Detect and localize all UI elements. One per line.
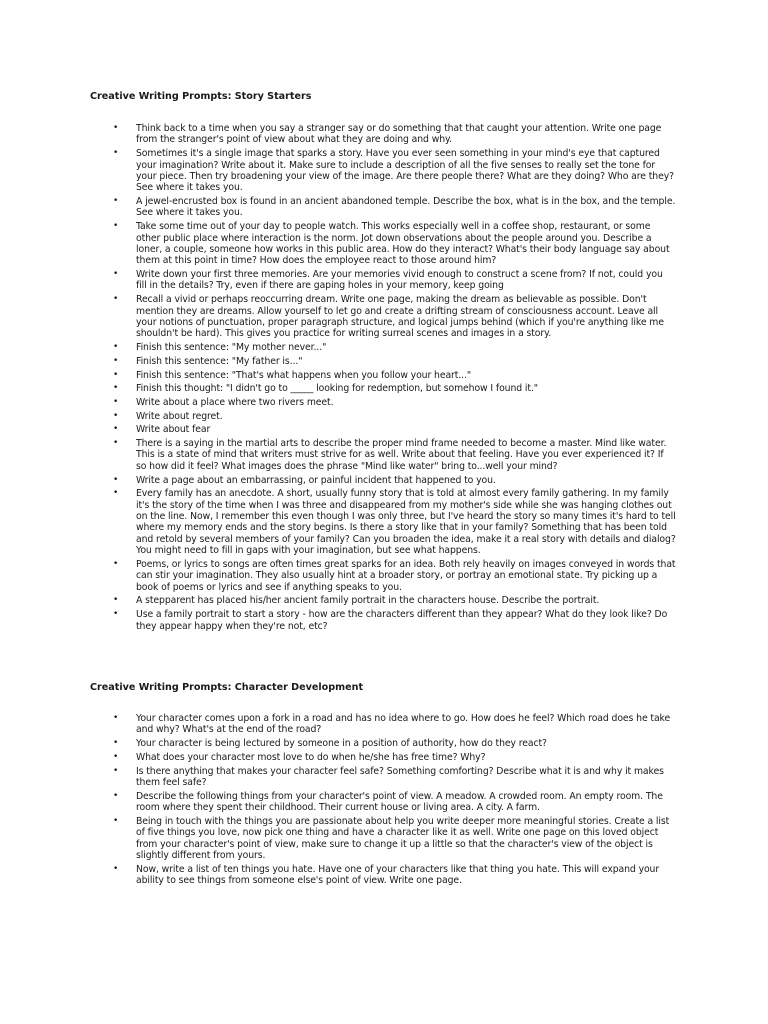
- list-item: [0, 766, 676, 789]
- list-item-text: Think back to a time when you say a stranger say or do something that that caught your attention. Write one page from the stranger's point of view about what they are doing and why.: [136, 123, 662, 146]
- bullet-icon: •: [113, 751, 119, 762]
- list-item: [0, 123, 676, 146]
- bullet-icon: •: [113, 383, 119, 394]
- list-item-text: Finish this sentence: "My mother never...": [136, 342, 327, 354]
- list-item: [0, 196, 676, 219]
- bullet-icon: •: [113, 790, 119, 801]
- list-item-text: Finish this sentence: "My father is...": [136, 355, 303, 367]
- bullet-icon: •: [113, 765, 119, 776]
- bullet-icon: •: [113, 396, 119, 407]
- bullet-icon: •: [113, 221, 119, 232]
- bullet-icon: •: [113, 474, 119, 485]
- list-item-text: Write a page about an embarrassing, or painful incident that happened to you.: [136, 474, 496, 486]
- list-item: [0, 411, 676, 422]
- list-item-text: Being in touch with the things you are passionate about help you write deeper more meaningful stories. Create a list of five things you love, now pick one thing and have a character like it as well. Write one page on this loved object from your character's point of view, make sure to change it up a little so that the character's view of the object is slightly different from yours.: [136, 815, 670, 861]
- bullet-icon: •: [113, 123, 119, 133]
- bullet-icon: •: [113, 488, 119, 499]
- bullet-icon: •: [113, 294, 119, 305]
- list-item: [0, 383, 676, 394]
- list-item-text: Is there anything that makes your character feel safe? Something comforting? Describe what it is and why it makes them feel safe?: [136, 765, 664, 788]
- list-item-text: Write about regret.: [136, 410, 223, 422]
- list-item: [0, 791, 676, 814]
- bullet-icon: •: [113, 342, 119, 353]
- list-item-text: Write about fear: [136, 424, 211, 436]
- list-item: [0, 816, 676, 862]
- list-item-text: Use a family portrait to start a story - how are the characters different than they appear? What do they look like? Do they appear happy when they're not, etc?: [136, 609, 668, 632]
- bullet-icon: •: [113, 424, 119, 435]
- bullet-icon: •: [113, 863, 119, 874]
- bullet-icon: •: [113, 410, 119, 421]
- section-heading-story-starters: Creative Writing Prompts: Story Starters: [90, 91, 312, 102]
- list-item-text: Poems, or lyrics to songs are often times great sparks for an idea. Both rely heavily on images conveyed in words that can stir your imagination. They also usually hint at a broader story, or portray an emotional state. Try picking up a book of poems or lyrics and see if anything speaks to you.: [136, 558, 676, 593]
- list-item-text: Sometimes it's a single image that sparks a story. Have you ever seen something in your mind's eye that captured your imagination? Write about it. Make sure to include a description of all the five senses to really set the tone for your piece. Then try broadening your view of the image. Are there people there? What are they doing? Who are they? See where it takes you.: [136, 148, 674, 194]
- bullet-icon: •: [113, 438, 119, 449]
- bullet-icon: •: [113, 196, 119, 207]
- character-development-list: [0, 713, 768, 889]
- list-item-text: Now, write a list of ten things you hate. Have one of your characters like that thing you hate. This will expand your ability to see things from someone else's point of view. Write one page.: [136, 863, 660, 887]
- list-item: [0, 738, 676, 749]
- section-heading-character-development: Creative Writing Prompts: Character Development: [90, 682, 364, 693]
- list-item: [0, 475, 676, 486]
- list-item: [0, 221, 676, 267]
- list-item: [0, 488, 676, 556]
- list-item: [0, 438, 676, 472]
- list-item-text: Finish this sentence: "That's what happens when you follow your heart...": [136, 369, 472, 381]
- list-item-text: Every family has an anecdote. A short, usually funny story that is told at almost every family gathering. In my family it's the story of the time when I was three and disappeared from my mother's side while she was hanging clothes out on the line. Now, I remember this even though I was only three, but I've heard the story so many times it's hard to tell where my memory ends and the story begins. Is there a story like that in your family? Something that has been told and retold by several members of your family? Can you broaden the idea, make it a real story with details and dialog? You might need to fill in gaps with your imagination, but see what happens.: [136, 488, 676, 557]
- list-item-text: What does your character most love to do when he/she has free time? Why?: [136, 751, 486, 763]
- bullet-icon: •: [113, 269, 119, 280]
- bullet-icon: •: [113, 713, 119, 723]
- list-item-text: Your character is being lectured by someone in a position of authority, how do they react?: [136, 738, 547, 750]
- list-item: [0, 609, 676, 632]
- list-item: [0, 752, 676, 763]
- bullet-icon: •: [113, 595, 119, 606]
- list-item-text: Recall a vivid or perhaps reoccurring dream. Write one page, making the dream as believable as possible. Don't mention they are dreams. Allow yourself to let go and create a drifting stream of consciousness account. Leave all your notions of punctuation, proper paragraph structure, and logical jumps behind (which if you're anything like me shouldn't be hard). This gives you practice for writing surreal scenes and images in a story.: [136, 294, 664, 340]
- list-item: [0, 269, 676, 292]
- list-item-text: Describe the following things from your character's point of view. A meadow. A crowded room. An empty room. The room where they spent their childhood. Their current house or living area. A city. A farm.: [136, 790, 663, 814]
- list-item-text: Write down your first three memories. Are your memories vivid enough to construct a scene from? If not, could you fill in the details? Try, even if there are gaping holes in your memory, keep going: [136, 269, 663, 292]
- list-item: [0, 356, 676, 367]
- list-item-text: A stepparent has placed his/her ancient family portrait in the characters house. Describe the portrait.: [136, 595, 600, 607]
- list-item-text: Finish this thought: "I didn't go to _____ looking for redemption, but somehow I found it.": [136, 383, 538, 395]
- bullet-icon: •: [113, 609, 119, 620]
- bullet-icon: •: [113, 558, 119, 569]
- list-item: [0, 342, 676, 353]
- bullet-icon: •: [113, 369, 119, 380]
- list-item-text: There is a saying in the martial arts to describe the proper mind frame needed to become a master. Mind like water. This is a state of mind that writers must strive for as well. Write about that feeling. Have you ever experienced it? If so how did it feel? What images does the phrase "Mind like water" bring to...well your mind?: [136, 438, 667, 472]
- story-starters-list: [0, 123, 768, 634]
- list-item-text: Your character comes upon a fork in a road and has no idea where to go. How does he feel? Which road does he take and why? What's at the end of the road?: [136, 713, 671, 736]
- list-item: [0, 595, 676, 606]
- list-item-text: Write about a place where two rivers meet.: [136, 396, 334, 408]
- list-item: [0, 148, 676, 194]
- list-item: [0, 424, 676, 435]
- list-item: [0, 559, 676, 593]
- list-item: [0, 397, 676, 408]
- list-item: [0, 713, 676, 736]
- bullet-icon: •: [113, 355, 119, 366]
- list-item: [0, 370, 676, 381]
- list-item-text: A jewel-encrusted box is found in an ancient abandoned temple. Describe the box, what is in the box, and the temple. See where it takes you.: [136, 196, 676, 219]
- bullet-icon: •: [113, 815, 119, 826]
- list-item: [0, 864, 676, 887]
- bullet-icon: •: [113, 148, 119, 159]
- list-item-text: Take some time out of your day to people watch. This works especially well in a coffee shop, restaurant, or some other public place where interaction is the norm. Jot down observations about the people around you. Describe a loner, a couple, someone how works in this public area. How do they interact? What's their body language say about them at this point in time? How does the employee react to those around him?: [136, 221, 670, 267]
- list-item: [0, 294, 676, 340]
- bullet-icon: •: [113, 738, 119, 749]
